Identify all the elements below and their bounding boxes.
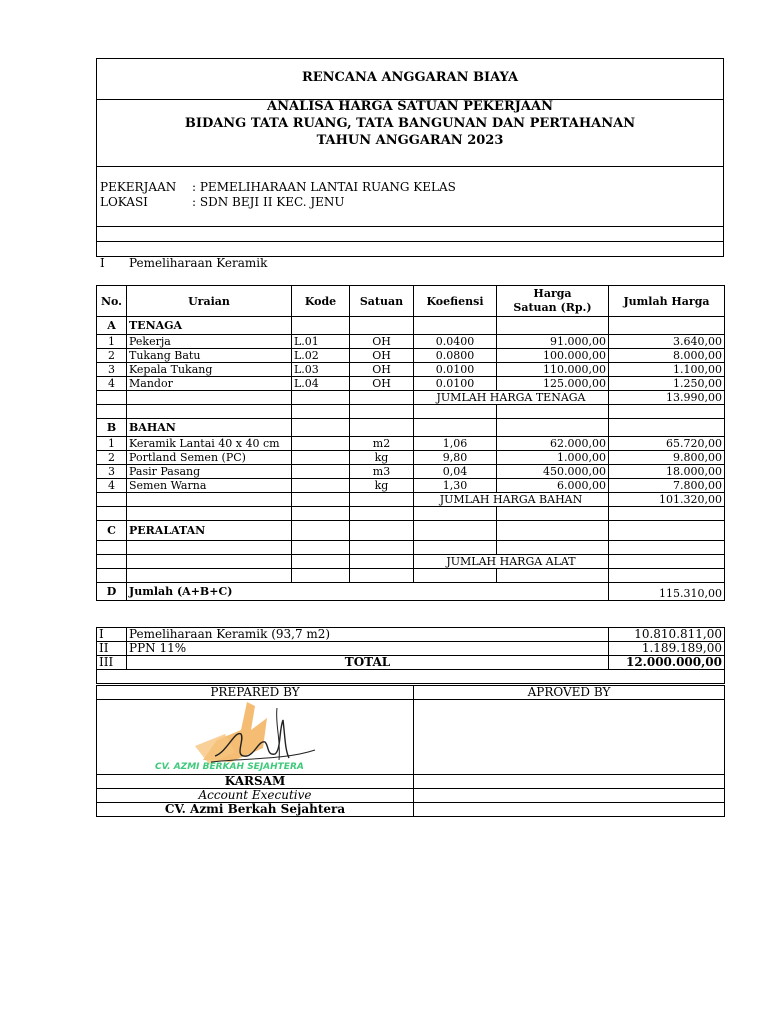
row-harga: 110.000,00	[497, 363, 609, 377]
row-harga: 125.000,00	[497, 377, 609, 391]
col-header-kode: Kode	[292, 286, 350, 317]
row-harga: 62.000,00	[497, 437, 609, 451]
row-uraian: Keramik Lantai 40 x 40 cm	[127, 437, 292, 451]
row-kode	[292, 479, 350, 493]
signatory-position: Account Executive	[97, 789, 414, 803]
row-jumlah: 18.000,00	[609, 465, 725, 479]
col-header-uraian: Uraian	[127, 286, 292, 317]
row-koefiensi: 1,06	[414, 437, 497, 451]
summary-label: PPN 11%	[127, 642, 609, 656]
subtotal-row-alat	[97, 555, 725, 569]
signatory-company: CV. Azmi Berkah Sejahtera	[97, 803, 414, 817]
grand-sum-label: Jumlah (A+B+C)	[127, 583, 609, 601]
row-no: 2	[97, 451, 127, 465]
row-no: 4	[97, 479, 127, 493]
col-header-harga-satuan: Harga Satuan (Rp.)	[497, 286, 609, 317]
row-harga: 91.000,00	[497, 335, 609, 349]
header-line-2: BIDANG TATA RUANG, TATA BANGUNAN DAN PERTAHANAN	[184, 116, 636, 131]
header-line-3: TAHUN ANGGARAN 2023	[316, 133, 504, 148]
row-koefiensi: 0.0800	[414, 349, 497, 363]
row-koefiensi: 0.0100	[414, 363, 497, 377]
row-kode: L.02	[292, 349, 350, 363]
row-harga: 450.000,00	[497, 465, 609, 479]
col-header-satuan: Satuan	[350, 286, 414, 317]
row-jumlah: 1.100,00	[609, 363, 725, 377]
subtotal-value: 101.320,00	[609, 493, 725, 507]
row-no: 1	[97, 437, 127, 451]
subtotal-label: JUMLAH HARGA ALAT	[414, 555, 609, 569]
table-row	[97, 377, 725, 391]
grand-sum-value: 115.310,00	[609, 583, 725, 601]
table-row	[97, 363, 725, 377]
table-row	[97, 479, 725, 493]
row-koefiensi: 0.0100	[414, 377, 497, 391]
signature-table	[96, 685, 725, 817]
lokasi-label: LOKASI	[100, 195, 148, 209]
row-uraian: Pekerja	[127, 335, 292, 349]
lokasi-value: : SDN BEJI II KEC. JENU	[192, 195, 345, 209]
subtotal-value: 13.990,00	[609, 391, 725, 405]
analysis-table	[96, 285, 725, 601]
row-satuan: m2	[350, 437, 414, 451]
summary-label: Pemeliharaan Keramik (93,7 m2)	[127, 628, 609, 642]
stamp-text: CV. AZMI BERKAH SEJAHTERA	[155, 762, 304, 772]
row-kode: L.01	[292, 335, 350, 349]
section-title: Pemeliharaan Keramik	[129, 256, 268, 270]
row-koefiensi: 1,30	[414, 479, 497, 493]
document-title: RENCANA ANGGARAN BIAYA	[301, 70, 519, 85]
row-satuan: OH	[350, 363, 414, 377]
row-jumlah: 1.250,00	[609, 377, 725, 391]
prepared-by-label: PREPARED BY	[97, 686, 414, 700]
row-no: 2	[97, 349, 127, 363]
row-satuan: kg	[350, 451, 414, 465]
table-row	[97, 465, 725, 479]
summary-no: I	[97, 628, 127, 642]
summary-no: II	[97, 642, 127, 656]
pekerjaan-value: : PEMELIHARAAN LANTAI RUANG KELAS	[192, 180, 456, 194]
row-jumlah: 8.000,00	[609, 349, 725, 363]
summary-total-label: TOTAL	[127, 656, 609, 670]
row-satuan: m3	[350, 465, 414, 479]
row-harga: 1.000,00	[497, 451, 609, 465]
group-letter: D	[97, 583, 127, 601]
header-line-1: ANALISA HARGA SATUAN PEKERJAAN	[267, 99, 553, 114]
row-jumlah: 65.720,00	[609, 437, 725, 451]
row-uraian: Pasir Pasang	[127, 465, 292, 479]
section-number: I	[100, 256, 105, 270]
group-label: PERALATAN	[127, 521, 292, 541]
row-jumlah: 7.800,00	[609, 479, 725, 493]
row-satuan: OH	[350, 349, 414, 363]
row-no: 3	[97, 363, 127, 377]
summary-row	[97, 642, 725, 656]
table-row	[97, 335, 725, 349]
subtotal-label: JUMLAH HARGA BAHAN	[414, 493, 609, 507]
row-koefiensi: 0.0400	[414, 335, 497, 349]
row-kode: L.04	[292, 377, 350, 391]
summary-no: III	[97, 656, 127, 670]
row-jumlah: 3.640,00	[609, 335, 725, 349]
grand-sum-row	[97, 583, 725, 601]
summary-total-value: 12.000.000,00	[609, 656, 725, 670]
group-row-tenaga	[97, 317, 725, 335]
row-no: 4	[97, 377, 127, 391]
approved-by-label: APROVED BY	[414, 686, 725, 700]
row-jumlah: 9.800,00	[609, 451, 725, 465]
row-uraian: Semen Warna	[127, 479, 292, 493]
row-harga: 100.000,00	[497, 349, 609, 363]
col-header-no: No.	[97, 286, 127, 317]
table-row	[97, 349, 725, 363]
signature-area	[97, 700, 414, 775]
summary-value: 10.810.811,00	[609, 628, 725, 642]
pekerjaan-label: PEKERJAAN	[100, 180, 177, 194]
header-box	[96, 58, 724, 257]
row-koefiensi: 9,80	[414, 451, 497, 465]
subtotal-row-bahan	[97, 493, 725, 507]
group-label: BAHAN	[127, 419, 292, 437]
col-header-jumlah-harga: Jumlah Harga	[609, 286, 725, 317]
row-satuan: kg	[350, 479, 414, 493]
row-no: 3	[97, 465, 127, 479]
summary-value: 1.189.189,00	[609, 642, 725, 656]
row-kode	[292, 437, 350, 451]
row-no: 1	[97, 335, 127, 349]
group-letter: A	[97, 317, 127, 335]
subtotal-label: JUMLAH HARGA TENAGA	[414, 391, 609, 405]
summary-row	[97, 628, 725, 642]
group-letter: B	[97, 419, 127, 437]
group-label: TENAGA	[127, 317, 292, 335]
col-header-koefiensi: Koefiensi	[414, 286, 497, 317]
row-uraian: Portland Semen (PC)	[127, 451, 292, 465]
table-row	[97, 451, 725, 465]
row-uraian: Tukang Batu	[127, 349, 292, 363]
row-uraian: Kepala Tukang	[127, 363, 292, 377]
row-kode	[292, 465, 350, 479]
summary-total-row	[97, 656, 725, 670]
group-letter: C	[97, 521, 127, 541]
table-row	[97, 437, 725, 451]
row-satuan: OH	[350, 377, 414, 391]
row-uraian: Mandor	[127, 377, 292, 391]
row-satuan: OH	[350, 335, 414, 349]
row-kode	[292, 451, 350, 465]
row-harga: 6.000,00	[497, 479, 609, 493]
row-koefiensi: 0,04	[414, 465, 497, 479]
subtotal-row-tenaga	[97, 391, 725, 405]
group-row-peralatan	[97, 521, 725, 541]
table-header-row	[97, 286, 725, 317]
row-kode: L.03	[292, 363, 350, 377]
group-row-bahan	[97, 419, 725, 437]
signatory-name: KARSAM	[97, 775, 414, 789]
summary-table	[96, 627, 725, 684]
